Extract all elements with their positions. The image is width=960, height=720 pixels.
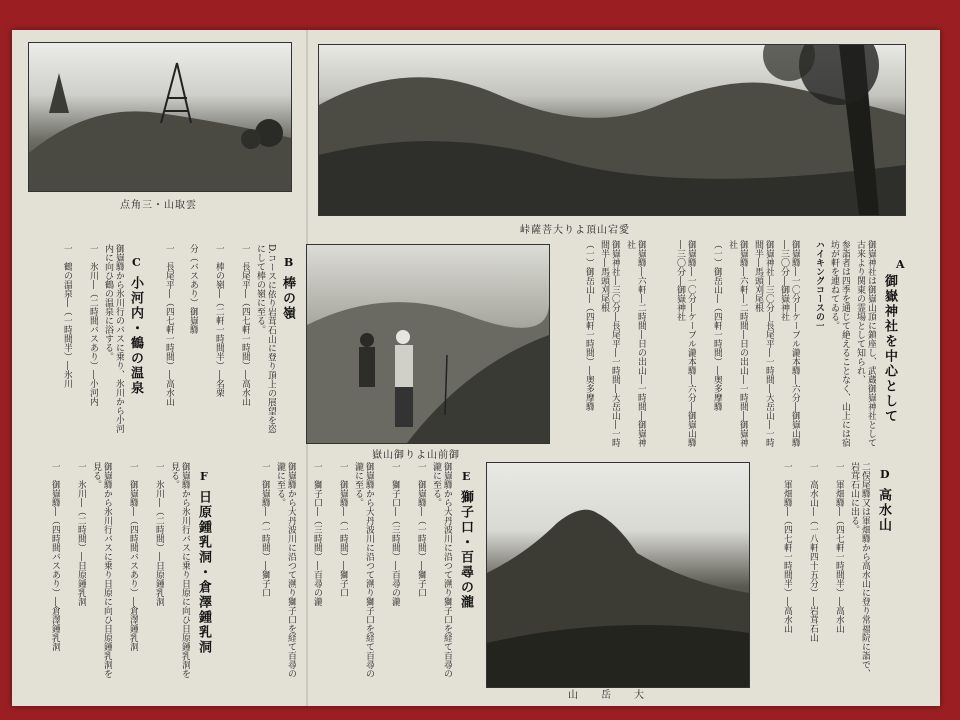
photo-triangulation-point [28, 42, 292, 192]
section-f-text-2: 一 氷川―（二時間）―日原鍾乳洞 [154, 462, 164, 606]
section-a-letter: A [896, 258, 905, 271]
section-c-text-3: 一 鶴の温泉―（一時間半）―氷川 [62, 244, 72, 388]
section-c-text-1: 御嶽驛から氷川行のバスに乗り、氷川から小河内に向ひ鶴の温泉に浴する。 [103, 244, 124, 433]
section-a-heading: 御嶽神社を中心として [882, 274, 897, 424]
section-f-letter: F [200, 470, 208, 483]
section-a-text-8: 御嶽驛―一〇分―ケーブル瀧本驛―六分―御嶽山驛―三〇分―御嶽神社 [675, 240, 696, 447]
section-d-text-1: 二俣尾驛又は軍畑驛から高水山に登り常福院に詣で、岩茸石山に出る。 [849, 462, 870, 678]
section-a-text-5: 御嶽神社―三〇分―長尾平―一時間―大岳山―一時間半―馬頭刈尾根 [753, 240, 774, 447]
section-e-text-8: 一 御嶽驛―（一時間）―獅子口 [260, 462, 270, 597]
photo-odake [486, 462, 750, 688]
section-a-text-11: （一）御岳山―（四軒一時間）―奥多摩驛 [584, 240, 594, 411]
section-f-heading: 日原鍾乳洞・倉澤鍾乳洞 [196, 490, 211, 655]
section-c-heading: 小河内・鶴の温泉 [128, 276, 143, 396]
section-a-text-6: 御嶽驛―六軒―二時間―日の出山―一時間―御嶽神社 [727, 240, 748, 447]
caption-triangulation: 点角三・山取雲 [120, 200, 197, 211]
photo-daibosatsu-pass [318, 44, 906, 216]
section-c-text-2: 一 氷川―（二時間バスあり）―小河内 [88, 244, 98, 406]
section-e-text-6: 一 獅子口―（三時間）―百尋の瀧 [312, 462, 322, 606]
section-b-text-2: 一 長尾平―（四七軒一時間）―高水山 [240, 244, 250, 406]
caption-odake: 山 岳 大 [568, 690, 645, 701]
section-a-text-10: 御嶽神社―三〇分―長尾平―一時間―大岳山―一時間半―馬頭刈尾根 [599, 240, 620, 447]
section-e-text-7: 御嶽驛から大丹波川に沿つて溯り獅子口を経て百尋の瀧に至る。 [275, 462, 296, 678]
section-a-text-3: ハイキングコースの一 [814, 240, 824, 330]
section-b-text-1: D.コースに依り岩茸石山に登り頂上の展望を恣にして棒の嶺に至る。 [255, 244, 276, 434]
caption-daibosatsu: 峠薩菩大りよ頂山宕愛 [520, 225, 630, 236]
section-e-text-2: 一 御嶽驛―（一時間）―獅子口 [416, 462, 426, 597]
section-e-text-1: 御嶽驛から大丹波川に沿つて溯り獅子口を経て百尋の瀧に至る。 [431, 462, 452, 678]
section-d-text-3: 一 高水山―（一八軒四十五分）―岩茸石山 [808, 462, 818, 642]
section-d-text-2: 一 軍畑驛―（四七軒一時間半）―高水山 [834, 462, 844, 633]
section-b-heading: 棒の嶺 [280, 276, 295, 321]
section-f-text-3: 一 御嶽驛―（四時間バスあり）―倉澤鍾乳洞 [128, 462, 138, 651]
section-b-text-5: 一 長尾平―（四七軒一時間）―高水山 [164, 244, 174, 406]
section-d-letter: D [880, 468, 890, 481]
section-d-text-4: 一 軍畑驛―（四七軒一時間半）―高水山 [782, 462, 792, 633]
section-e-text-4: 御嶽驛から大丹波川に沿つて溯り獅子口を経て百尋の瀧に至る。 [353, 462, 374, 678]
section-a-text-1: 御嶽神社は御嶽山頂に鎮座し、武蔵御嶽神社として古来より関東の霊場として知られ、 [855, 240, 876, 447]
section-f-text-4: 御嶽驛から氷川行バスに乗り日原に向ひ日原鍾乳洞を見る。 [91, 462, 112, 678]
caption-gozen: 嶽山御りよ山前御 [372, 450, 460, 461]
section-e-text-3: 一 獅子口―（三時間）―百尋の瀧 [390, 462, 400, 606]
section-a-text-7: （一）御岳山―（四軒一時間）―奥多摩驛 [712, 240, 722, 411]
section-a-text-9: 御嶽驛―六軒―二時間―日の出山―一時間―御嶽神社 [625, 240, 646, 447]
section-b-text-3: 一 棒の嶺―（二軒一時間半）―名栗 [214, 244, 224, 397]
section-e-heading: 獅子口・百尋の瀧 [458, 490, 473, 610]
section-a-text-4: 御嶽驛―一〇分―ケーブル瀧本驛―六分―御嶽山驛―三〇分―御嶽神社 [779, 240, 800, 447]
section-f-text-6: 一 御嶽驛―（四時間バスあり）―倉澤鍾乳洞 [50, 462, 60, 651]
section-e-letter: E [462, 470, 471, 483]
section-f-text-5: 一 氷川―（二時間）―日原鍾乳洞 [76, 462, 86, 606]
section-e-text-5: 一 御嶽驛―（一時間）―獅子口 [338, 462, 348, 597]
section-d-heading: 高水山 [876, 488, 891, 533]
section-c-letter: C [132, 256, 141, 269]
section-a-text-2: 参詣者は四季を通じて絶えることなく、山上には宿坊が軒を連ねてゐる。 [829, 240, 850, 447]
section-b-text-4: 分（バスあり）御嶽驛 [188, 244, 198, 334]
photo-gozen-hikers [306, 244, 550, 444]
section-f-text-1: 御嶽驛から氷川行バスに乗り日原に向ひ日原鍾乳洞を見る。 [169, 462, 190, 678]
section-b-letter: B [284, 256, 294, 269]
